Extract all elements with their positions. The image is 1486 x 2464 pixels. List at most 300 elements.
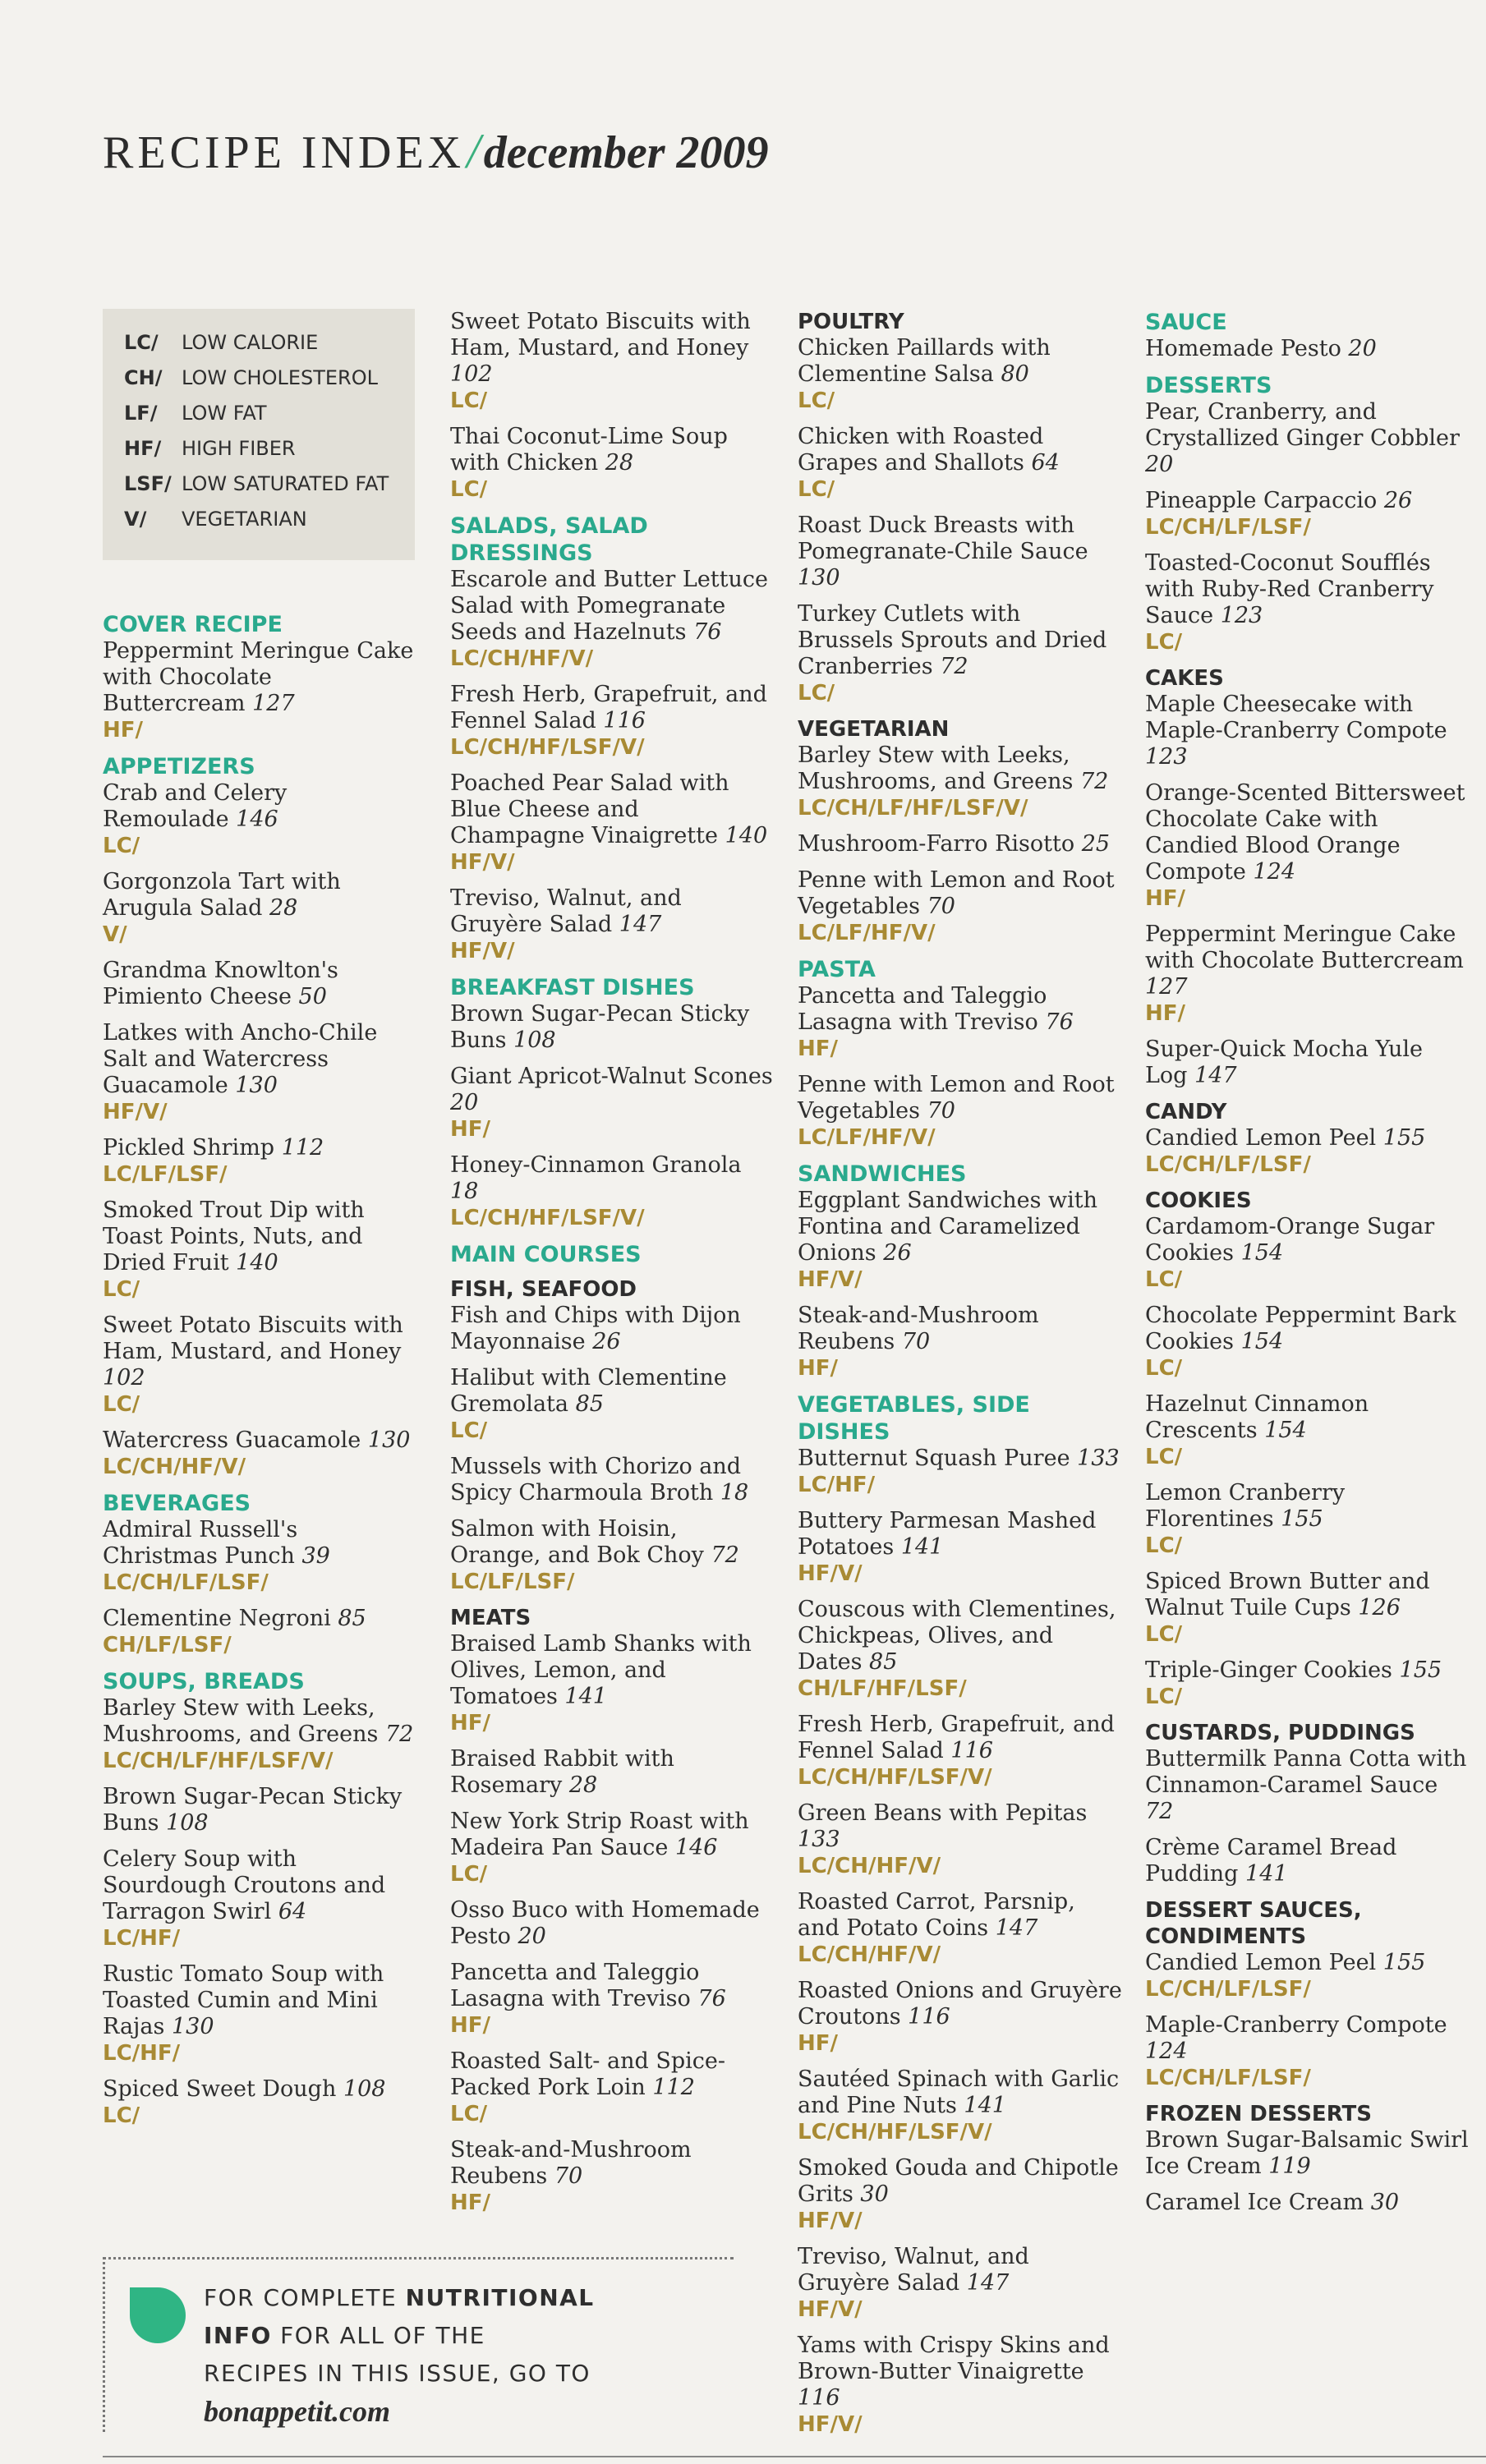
recipe-entry xyxy=(798,1188,1122,1293)
diet-tags: LC/ xyxy=(798,388,835,413)
recipe-page: 28 xyxy=(605,450,634,476)
recipe-entry xyxy=(798,2155,1122,2234)
recipe-line xyxy=(798,983,1122,1036)
recipe-page: 50 xyxy=(298,984,327,1009)
diet-tags: LC/ xyxy=(450,2102,488,2126)
diet-tags: LC/ xyxy=(1145,1356,1183,1381)
recipe-page: 154 xyxy=(1240,1240,1284,1266)
recipe-page: 108 xyxy=(343,2076,386,2102)
recipe-page: 124 xyxy=(1145,2039,1188,2064)
recipe-entry xyxy=(1145,1391,1470,1470)
recipe-line xyxy=(1145,1835,1470,1887)
recipe-page: 18 xyxy=(720,1480,749,1506)
diet-tags: LC/CH/HF/V/ xyxy=(798,1854,941,1878)
recipe-line xyxy=(103,1020,415,1099)
recipe-line xyxy=(798,1446,1122,1472)
recipe-name: New York Strip Roast with Madeira Pan Sauce xyxy=(450,1809,749,1860)
recipe-entry xyxy=(798,601,1122,706)
recipe-name: Giant Apricot-Walnut Scones xyxy=(450,1064,773,1089)
section-heading: COVER RECIPE xyxy=(103,612,283,637)
diet-tags: HF/V/ xyxy=(103,1100,168,1124)
section-heading: PASTA xyxy=(798,957,876,982)
recipe-page: 119 xyxy=(1268,2154,1311,2179)
recipe-page: 108 xyxy=(166,1810,209,1836)
recipe-entry xyxy=(450,1064,775,1142)
recipe-entry xyxy=(1145,780,1470,912)
recipe-line xyxy=(1145,399,1470,478)
recipe-name: Triple-Ginger Cookies xyxy=(1145,1657,1392,1683)
recipe-name: Admiral Russell's Christmas Punch xyxy=(103,1517,298,1569)
recipe-line xyxy=(103,780,415,833)
legend-row xyxy=(124,471,397,496)
recipe-page: 26 xyxy=(883,1240,912,1266)
recipe-name: Penne with Lemon and Root Vegetables xyxy=(798,1072,1115,1124)
subsection-heading: CANDY xyxy=(1145,1100,1227,1124)
recipe-name: Celery Soup with Sourdough Croutons and Tarragon Swirl xyxy=(103,1846,386,1924)
recipe-entry xyxy=(798,1446,1122,1498)
legend-code: CH/ xyxy=(124,366,163,389)
recipe-entry xyxy=(450,1454,775,1506)
recipe-entry xyxy=(798,1978,1122,2057)
recipe-name: Pancetta and Taleggio Lasagna with Treviso xyxy=(798,983,1047,1035)
recipe-entry xyxy=(798,2244,1122,2323)
recipe-page: 130 xyxy=(235,1073,278,1098)
diet-tags: LC/CH/LF/LSF/ xyxy=(103,1570,269,1595)
recipe-entry xyxy=(450,1303,775,1355)
recipe-name: Crab and Celery Remoulade xyxy=(103,780,288,832)
recipe-entry xyxy=(103,780,415,859)
nutrition-line-2 xyxy=(204,2317,713,2355)
recipe-line xyxy=(450,424,775,476)
recipe-entry xyxy=(103,1695,415,1774)
recipe-line xyxy=(103,1784,415,1837)
recipe-line xyxy=(798,1072,1122,1124)
subsection-heading: POULTRY xyxy=(798,310,904,334)
recipe-line xyxy=(798,2244,1122,2296)
diet-tags: HF/ xyxy=(798,1356,839,1381)
recipe-line xyxy=(103,1961,415,2040)
recipe-page: 141 xyxy=(900,1534,944,1560)
recipe-page: 28 xyxy=(269,895,298,921)
recipe-page: 85 xyxy=(869,1649,898,1675)
diet-tags: LC/CH/LF/LSF/ xyxy=(1145,515,1311,540)
recipe-entry xyxy=(1145,399,1470,478)
recipe-name: Peppermint Meringue Cake with Chocolate Buttercream xyxy=(1145,922,1464,973)
recipe-name: Chicken Paillards with Clementine Salsa xyxy=(798,335,1051,387)
subsection-heading: COOKIES xyxy=(1145,1188,1252,1213)
recipe-line xyxy=(1145,2012,1470,2065)
recipe-page: 147 xyxy=(619,912,662,937)
recipe-line xyxy=(1145,488,1470,514)
recipe-entry xyxy=(450,1365,775,1444)
subsection-heading: CUSTARDS, PUDDINGS xyxy=(1145,1721,1415,1745)
recipe-name: Roasted Salt- and Spice-Packed Pork Loin xyxy=(450,2048,726,2100)
recipe-line xyxy=(1145,1303,1470,1355)
recipe-line xyxy=(450,1365,775,1418)
recipe-page: 26 xyxy=(1383,488,1413,513)
recipe-name: Eggplant Sandwiches with Fontina and Caramelized Onions xyxy=(798,1188,1098,1266)
recipe-name: Homemade Pesto xyxy=(1145,336,1341,361)
section-heading: SALADS, SALAD DRESSINGS xyxy=(450,513,648,566)
recipe-page: 155 xyxy=(1382,1950,1426,1975)
diet-tags: HF/V/ xyxy=(798,2209,863,2233)
recipe-line xyxy=(450,1631,775,1710)
recipe-page: 108 xyxy=(513,1027,556,1053)
column-entries xyxy=(103,611,415,2129)
diet-tags: LC/ xyxy=(450,477,488,502)
recipe-line xyxy=(450,1746,775,1799)
recipe-page: 127 xyxy=(1145,974,1188,1000)
recipe-line xyxy=(450,2137,775,2190)
recipe-entry xyxy=(798,424,1122,503)
recipe-name: Steak-and-Mushroom Reubens xyxy=(450,2137,692,2189)
website-link[interactable]: bonappetit.com xyxy=(204,2395,390,2428)
diet-tags: LC/ xyxy=(450,388,488,413)
column-entries xyxy=(1145,309,1470,2216)
recipe-name: Caramel Ice Cream xyxy=(1145,2190,1364,2215)
recipe-page: 39 xyxy=(301,1543,330,1569)
recipe-entry xyxy=(450,309,775,414)
title-text: RECIPE INDEX xyxy=(103,127,466,178)
recipe-entry xyxy=(798,983,1122,1062)
recipe-page: 28 xyxy=(568,1772,598,1798)
recipe-name: Pineapple Carpaccio xyxy=(1145,488,1378,513)
diet-tags: LC/CH/HF/V/ xyxy=(103,1455,246,1479)
recipe-line xyxy=(103,1846,415,1925)
legend-row xyxy=(124,507,397,531)
recipe-line xyxy=(450,309,775,388)
recipe-page: 155 xyxy=(1382,1125,1426,1151)
section-heading: BREAKFAST DISHES xyxy=(450,975,695,1000)
legend-label: LOW SATURATED FAT xyxy=(182,472,389,495)
recipe-page: 123 xyxy=(1145,744,1188,770)
recipe-page: 116 xyxy=(798,2385,840,2411)
diet-tags: CH/LF/HF/LSF/ xyxy=(798,1676,967,1701)
diet-tags: LC/CH/HF/V/ xyxy=(798,1942,941,1967)
diet-tags: HF/V/ xyxy=(450,939,515,963)
recipe-page: 133 xyxy=(798,1827,840,1852)
recipe-line xyxy=(1145,1657,1470,1684)
recipe-line xyxy=(450,1152,775,1205)
diet-tags: LC/ xyxy=(798,477,835,502)
column-entries xyxy=(450,309,775,2216)
recipe-line xyxy=(1145,2190,1470,2216)
recipe-line xyxy=(798,1978,1122,2030)
recipe-name: Roast Duck Breasts with Pomegranate-Chile Sauce xyxy=(798,513,1088,564)
recipe-name: Watercress Guacamole xyxy=(103,1427,361,1453)
diet-tags: LC/CH/LF/HF/LSF/V/ xyxy=(798,796,1028,821)
recipe-line xyxy=(1145,692,1470,770)
recipe-page: 64 xyxy=(278,1899,307,1924)
recipe-line xyxy=(1145,1569,1470,1621)
recipe-entry xyxy=(103,1135,415,1188)
recipe-line xyxy=(1145,1950,1470,1976)
recipe-name: Orange-Scented Bittersweet Chocolate Cake with Candied Blood Orange Compote xyxy=(1145,780,1465,885)
recipe-line xyxy=(450,770,775,849)
recipe-page: 70 xyxy=(554,2163,583,2189)
recipe-entry xyxy=(798,2333,1122,2438)
recipe-entry xyxy=(103,1846,415,1951)
recipe-entry xyxy=(103,869,415,948)
nutrition-info-text xyxy=(204,2279,713,2430)
recipe-name: Braised Rabbit with Rosemary xyxy=(450,1746,674,1798)
page-title xyxy=(103,123,769,180)
diet-tags: LC/LF/LSF/ xyxy=(103,1162,228,1187)
recipe-page: 72 xyxy=(1145,1799,1174,1824)
recipe-name: Honey-Cinnamon Granola xyxy=(450,1152,742,1178)
subsection-heading: FROZEN DESSERTS xyxy=(1145,2102,1373,2126)
recipe-line xyxy=(450,1454,775,1506)
leaf-icon xyxy=(130,2287,186,2343)
recipe-entry xyxy=(103,1427,415,1480)
diet-tags: LC/CH/HF/LSF/V/ xyxy=(798,1765,992,1790)
recipe-entry xyxy=(103,1784,415,1837)
recipe-page: 80 xyxy=(1001,361,1029,387)
recipe-page: 116 xyxy=(950,1738,993,1763)
diet-tags: HF/ xyxy=(1145,1001,1186,1026)
nutrition-line-3: RECIPES IN THIS ISSUE, GO TO xyxy=(204,2360,591,2387)
recipe-line xyxy=(798,424,1122,476)
recipe-page: 147 xyxy=(995,1915,1038,1941)
index-column-4 xyxy=(1145,309,1470,2226)
recipe-page: 85 xyxy=(575,1391,604,1417)
recipe-name: Rustic Tomato Soup with Toasted Cumin and Mini Rajas xyxy=(103,1961,384,2039)
recipe-line xyxy=(103,1695,415,1748)
recipe-line xyxy=(450,1960,775,2012)
recipe-entry xyxy=(798,1597,1122,1702)
recipe-page: 124 xyxy=(1253,859,1296,885)
recipe-name: Pear, Cranberry, and Crystallized Ginger Cobbler xyxy=(1145,399,1460,451)
recipe-name: Smoked Gouda and Chipotle Grits xyxy=(798,2155,1119,2207)
recipe-entry xyxy=(798,1712,1122,1791)
recipe-name: Candied Lemon Peel xyxy=(1145,1950,1377,1975)
recipe-page: 25 xyxy=(1081,831,1111,857)
recipe-entry xyxy=(798,1072,1122,1151)
diet-tags: LC/ xyxy=(1145,1267,1183,1292)
section-heading: DESSERTS xyxy=(1145,373,1272,398)
recipe-line xyxy=(450,1303,775,1355)
diet-tags: HF/ xyxy=(798,2031,839,2056)
diet-tags: LC/ xyxy=(1145,1445,1183,1469)
recipe-entry xyxy=(1145,2190,1470,2216)
recipe-entry xyxy=(798,742,1122,821)
recipe-entry xyxy=(103,1606,415,1658)
recipe-line xyxy=(1145,1214,1470,1266)
recipe-page: 102 xyxy=(450,361,493,387)
info-bold: INFO xyxy=(204,2322,272,2349)
recipe-line xyxy=(798,601,1122,680)
diet-tags: HF/V/ xyxy=(798,1267,863,1292)
legend-row xyxy=(124,401,397,425)
recipe-entry xyxy=(103,1517,415,1596)
recipe-name: Toasted-Coconut Soufflés with Ruby-Red Cranberry Sauce xyxy=(1145,550,1434,628)
diet-tags: LC/ xyxy=(1145,630,1183,655)
recipe-line xyxy=(103,638,415,717)
recipe-line xyxy=(1145,922,1470,1000)
diet-tags: HF/V/ xyxy=(798,1561,863,1586)
recipe-page: 140 xyxy=(236,1250,278,1276)
diet-tags: LC/ xyxy=(798,681,835,706)
recipe-name: Candied Lemon Peel xyxy=(1145,1125,1377,1151)
recipe-name: Barley Stew with Leeks, Mushrooms, and Greens xyxy=(103,1695,379,1747)
diet-tags: HF/ xyxy=(450,2013,491,2038)
recipe-entry xyxy=(450,1152,775,1231)
diet-tags: LC/HF/ xyxy=(103,1926,181,1951)
recipe-line xyxy=(103,1198,415,1276)
diet-tags: LC/HF/ xyxy=(103,2041,181,2066)
legend-row xyxy=(124,436,397,461)
recipe-name: Brown Sugar-Pecan Sticky Buns xyxy=(103,1784,403,1836)
recipe-page: 116 xyxy=(603,708,646,733)
recipe-entry xyxy=(1145,692,1470,770)
recipe-name: Salmon with Hoisin, Orange, and Bok Choy xyxy=(450,1516,704,1568)
recipe-entry xyxy=(798,831,1122,857)
recipe-line xyxy=(450,1064,775,1116)
subsection-heading: MEATS xyxy=(450,1606,531,1630)
diet-tags: HF/V/ xyxy=(798,2297,863,2322)
recipe-entry xyxy=(450,770,775,876)
recipe-name: Gorgonzola Tart with Arugula Salad xyxy=(103,869,341,921)
subsection-heading: FISH, SEAFOOD xyxy=(450,1277,637,1302)
recipe-entry xyxy=(1145,1950,1470,2002)
recipe-line xyxy=(798,2066,1122,2119)
recipe-page: 123 xyxy=(1220,603,1263,628)
recipe-name: Chocolate Peppermint Bark Cookies xyxy=(1145,1303,1456,1354)
recipe-entry xyxy=(1145,1214,1470,1293)
diet-tags: LC/ xyxy=(450,1862,488,1887)
recipe-page: 112 xyxy=(652,2075,695,2100)
recipe-page: 20 xyxy=(450,1090,479,1115)
recipe-line xyxy=(798,2155,1122,2208)
recipe-name: Halibut with Clementine Gremolata xyxy=(450,1365,727,1417)
recipe-name: Maple-Cranberry Compote xyxy=(1145,2012,1447,2038)
recipe-page: 70 xyxy=(901,1329,931,1354)
recipe-name: Osso Buco with Homemade Pesto xyxy=(450,1897,760,1949)
recipe-page: 72 xyxy=(384,1722,414,1747)
recipe-line xyxy=(798,867,1122,920)
recipe-page: 70 xyxy=(927,1098,955,1124)
recipe-entry xyxy=(1145,2012,1470,2091)
diet-tags: LC/ xyxy=(103,834,140,858)
diet-tags: V/ xyxy=(103,922,127,947)
recipe-page: 112 xyxy=(281,1135,324,1161)
diet-tags: LC/CH/HF/V/ xyxy=(450,646,594,671)
recipe-name: Green Beans with Pepitas xyxy=(798,1800,1088,1826)
recipe-entry xyxy=(798,1889,1122,1968)
recipe-page: 154 xyxy=(1240,1329,1284,1354)
recipe-line xyxy=(798,2333,1122,2411)
diet-tags: LC/LF/LSF/ xyxy=(450,1570,575,1594)
recipe-line xyxy=(450,1897,775,1950)
recipe-page: 127 xyxy=(252,691,295,716)
recipe-name: Steak-and-Mushroom Reubens xyxy=(798,1303,1039,1354)
recipe-line xyxy=(103,1135,415,1161)
legend-code: HF/ xyxy=(124,437,162,460)
recipe-name: Lemon Cranberry Florentines xyxy=(1145,1480,1346,1532)
recipe-line xyxy=(798,1508,1122,1561)
recipe-name: Grandma Knowlton's Pimiento Cheese xyxy=(103,958,338,1009)
recipe-name: Poached Pear Salad with Blue Cheese and Champagne Vinaigrette xyxy=(450,770,729,848)
recipe-name: Fish and Chips with Dijon Mayonnaise xyxy=(450,1303,741,1354)
recipe-page: 20 xyxy=(1348,336,1377,361)
recipe-entry xyxy=(1145,2127,1470,2180)
recipe-name: Sweet Potato Biscuits with Ham, Mustard, and Honey xyxy=(103,1312,403,1364)
recipe-entry xyxy=(798,1303,1122,1381)
recipe-name: Roasted Carrot, Parsnip, and Potato Coins xyxy=(798,1889,1075,1941)
recipe-name: Penne with Lemon and Root Vegetables xyxy=(798,867,1115,919)
section-heading: SAUCE xyxy=(1145,310,1227,335)
recipe-entry xyxy=(450,2048,775,2127)
recipe-name: Barley Stew with Leeks, Mushrooms, and Greens xyxy=(798,742,1074,794)
recipe-entry xyxy=(103,1961,415,2066)
nutrition-prefix: FOR COMPLETE xyxy=(204,2284,406,2311)
recipe-page: 72 xyxy=(711,1542,739,1568)
recipe-name: Super-Quick Mocha Yule Log xyxy=(1145,1037,1423,1088)
recipe-name: Mussels with Chorizo and Spicy Charmoula Broth xyxy=(450,1454,742,1506)
recipe-line xyxy=(1145,780,1470,885)
recipe-name: Butternut Squash Puree xyxy=(798,1446,1070,1471)
recipe-line xyxy=(103,869,415,922)
recipe-entry xyxy=(450,1809,775,1887)
diet-tags: LC/ xyxy=(103,1392,140,1417)
title-slash: / xyxy=(467,124,481,178)
recipe-entry xyxy=(450,567,775,672)
recipe-entry xyxy=(450,424,775,503)
diet-tags: LC/CH/HF/LSF/V/ xyxy=(450,1206,645,1230)
legend-row xyxy=(124,330,397,355)
recipe-page: 141 xyxy=(564,1684,607,1709)
recipe-name: Mushroom-Farro Risotto xyxy=(798,831,1075,857)
recipe-page: 146 xyxy=(236,807,278,832)
recipe-name: Fresh Herb, Grapefruit, and Fennel Salad xyxy=(450,682,767,733)
recipe-name: Treviso, Walnut, and Gruyère Salad xyxy=(450,885,682,937)
legend-label: HIGH FIBER xyxy=(182,437,296,460)
index-column-3 xyxy=(798,309,1122,2448)
recipe-name: Couscous with Clementines, Chickpeas, Olives, and Dates xyxy=(798,1597,1116,1675)
recipe-entry xyxy=(1145,1480,1470,1559)
legend-label: LOW CALORIE xyxy=(182,331,319,354)
recipe-name: Brown Sugar-Balsamic Swirl Ice Cream xyxy=(1145,2127,1469,2179)
recipe-entry xyxy=(103,1312,415,1418)
recipe-entry xyxy=(450,1897,775,1950)
section-heading: SOUPS, BREADS xyxy=(103,1669,305,1694)
recipe-name: Thai Coconut-Lime Soup with Chicken xyxy=(450,424,728,476)
recipe-page: 116 xyxy=(908,2004,950,2030)
diet-tags: HF/ xyxy=(450,1711,491,1735)
index-column-1 xyxy=(103,309,415,2139)
legend-row xyxy=(124,365,397,390)
recipe-entry xyxy=(798,2066,1122,2145)
diet-tags: LC/ xyxy=(450,1418,488,1443)
recipe-name: Clementine Negroni xyxy=(103,1606,331,1631)
recipe-page: 130 xyxy=(171,2014,214,2039)
recipe-name: Latkes with Ancho-Chile Salt and Watercress Guacamole xyxy=(103,1020,378,1098)
recipe-name: Buttery Parmesan Mashed Potatoes xyxy=(798,1508,1097,1560)
recipe-line xyxy=(798,831,1122,857)
recipe-name: Crème Caramel Bread Pudding xyxy=(1145,1835,1397,1887)
recipe-line xyxy=(1145,550,1470,629)
recipe-entry xyxy=(103,1198,415,1303)
recipe-entry xyxy=(1145,1125,1470,1178)
recipe-page: 133 xyxy=(1077,1446,1120,1471)
nutrition-bold: NUTRITIONAL xyxy=(405,2284,595,2311)
column-entries xyxy=(798,309,1122,2438)
recipe-name: Sweet Potato Biscuits with Ham, Mustard, and Honey xyxy=(450,309,751,361)
recipe-name: Peppermint Meringue Cake with Chocolate Buttercream xyxy=(103,638,414,716)
diet-tags: LC/ xyxy=(103,1277,140,1302)
recipe-entry xyxy=(798,867,1122,946)
diet-tags: LC/CH/HF/LSF/V/ xyxy=(450,735,645,760)
